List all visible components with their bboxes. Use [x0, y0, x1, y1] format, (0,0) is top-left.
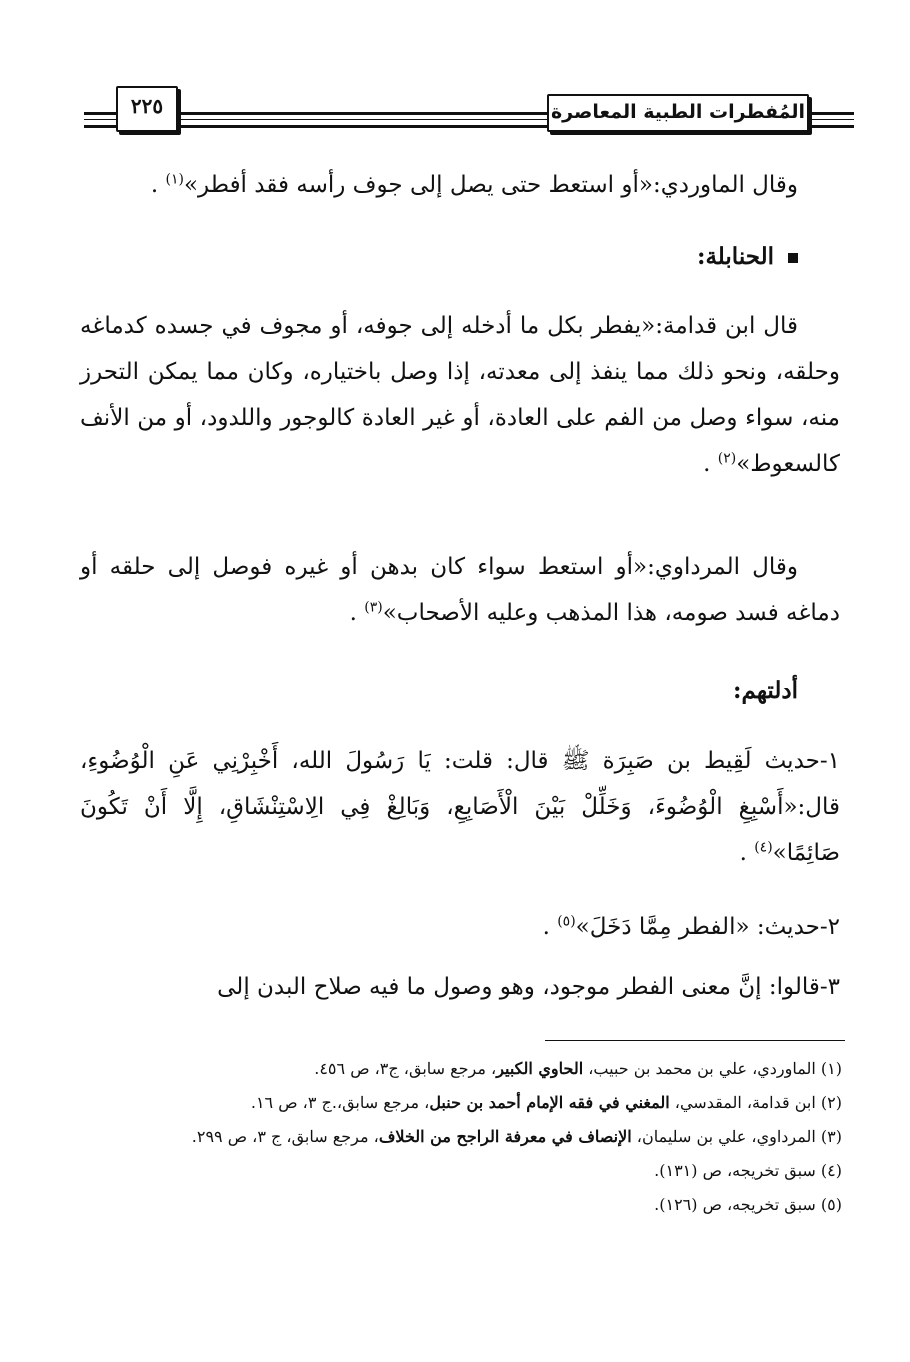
footnote-text: المرداوي، علي بن سليمان، — [631, 1127, 816, 1146]
punctuation: . — [542, 914, 550, 940]
footnotes — [80, 1052, 850, 1222]
paragraph-mardawi — [80, 544, 840, 636]
section-heading-evidence — [80, 668, 840, 714]
footnote-number: (٥) — [820, 1195, 842, 1214]
footnote-source-title: الإنصاف في معرفة الراجح من الخلاف — [378, 1127, 632, 1146]
running-title: المُفطرات الطبية المعاصرة — [547, 94, 809, 132]
evidence-text: ١-حديث لَقِيط بن صَبِرَة ﷺ قال: قلت: يَا رَسُولَ الله، أَخْبِرْنِي عَنِ الْوُضُوءِ، قال:«أَسْبِغِ الْوُضُوءَ، وَخَلِّلْ بَيْنَ الْأَصَابِعِ، وَبَالِغْ فِي الِاسْتِنْشَاقِ، إِلَّا أَنْ تَكُونَ صَائِمًا» — [80, 748, 840, 866]
footnote-ref: (٤) — [754, 839, 773, 856]
footnote-text: سبق تخريجه، ص (١٢٦). — [654, 1195, 816, 1214]
section-heading-hanabila — [80, 234, 840, 280]
footnote-5 — [80, 1188, 850, 1222]
footnote-1 — [80, 1052, 850, 1086]
paragraph-text: وقال المرداوي:«أو استعط سواء كان بدهن أو غيره فوصل إلى حلقه أو دماغه فسد صومه، هذا المذهب وعليه الأصحاب» — [80, 554, 840, 626]
page-number: ٢٢٥ — [116, 86, 178, 132]
footnote-2 — [80, 1086, 850, 1120]
paragraph-text: قال ابن قدامة:«يفطر بكل ما أدخله إلى جوفه، أو مجوف في جسده كدماغه وحلقه، ونحو ذلك مما ينفذ إلى معدته، إذا وصل باختياره، وكان مما يمكن التحرز منه، سواء وصل من الفم على العادة، أو غير العادة كالوجور واللدود، أو من الأنف كالسعوط» — [80, 313, 840, 477]
paragraph-text: وقال الماوردي:«أو استعط حتى يصل إلى جوف رأسه فقد أفطر» — [183, 172, 798, 198]
footnote-4 — [80, 1154, 850, 1188]
footnote-text: ابن قدامة، المقدسي، — [669, 1093, 816, 1112]
footnote-number: (٢) — [820, 1093, 842, 1112]
punctuation: . — [739, 840, 747, 866]
footnote-text: سبق تخريجه، ص (١٣١). — [654, 1161, 816, 1180]
footnote-text: الماوردي، علي بن محمد بن حبيب، — [583, 1059, 816, 1078]
footnote-number: (٤) — [820, 1161, 842, 1180]
punctuation: . — [150, 172, 159, 198]
footnote-text: ، مرجع سابق، ج٣، ص ٤٥٦. — [314, 1059, 497, 1078]
footnote-ref: (٣) — [364, 599, 383, 616]
footnote-3 — [80, 1120, 850, 1154]
footnote-source-title: الحاوي الكبير — [496, 1059, 584, 1078]
footnote-text: ، مرجع سابق،.ج ٣، ص ١٦. — [250, 1093, 430, 1112]
evidence-1 — [80, 738, 840, 876]
footnote-ref: (٥) — [557, 913, 576, 930]
bullet-icon — [788, 253, 798, 263]
evidence-3 — [80, 964, 840, 1010]
footnote-separator — [545, 1040, 845, 1041]
page-header — [84, 78, 854, 138]
paragraph-mawardi — [80, 162, 840, 208]
footnote-ref: (١) — [165, 171, 184, 188]
heading-text: الحنابلة: — [696, 243, 774, 270]
punctuation: . — [349, 600, 357, 626]
heading-text: أدلتهم: — [733, 677, 798, 704]
footnote-number: (٣) — [820, 1127, 842, 1146]
evidence-2 — [80, 904, 840, 950]
punctuation: . — [703, 451, 711, 477]
evidence-text: ٢-حديث: «الفطر مِمَّا دَخَلَ» — [575, 914, 840, 940]
footnote-text: ، مرجع سابق، ج ٣، ص ٢٩٩. — [191, 1127, 379, 1146]
evidence-text: ٣-قالوا: إنَّ معنى الفطر موجود، وهو وصول ما فيه صلاح البدن إلى — [217, 974, 840, 1000]
footnote-source-title: المغني في فقه الإمام أحمد بن حنبل — [429, 1093, 670, 1112]
footnote-number: (١) — [820, 1059, 842, 1078]
footnote-ref: (٢) — [717, 450, 737, 467]
paragraph-ibn-qudama — [80, 303, 840, 487]
